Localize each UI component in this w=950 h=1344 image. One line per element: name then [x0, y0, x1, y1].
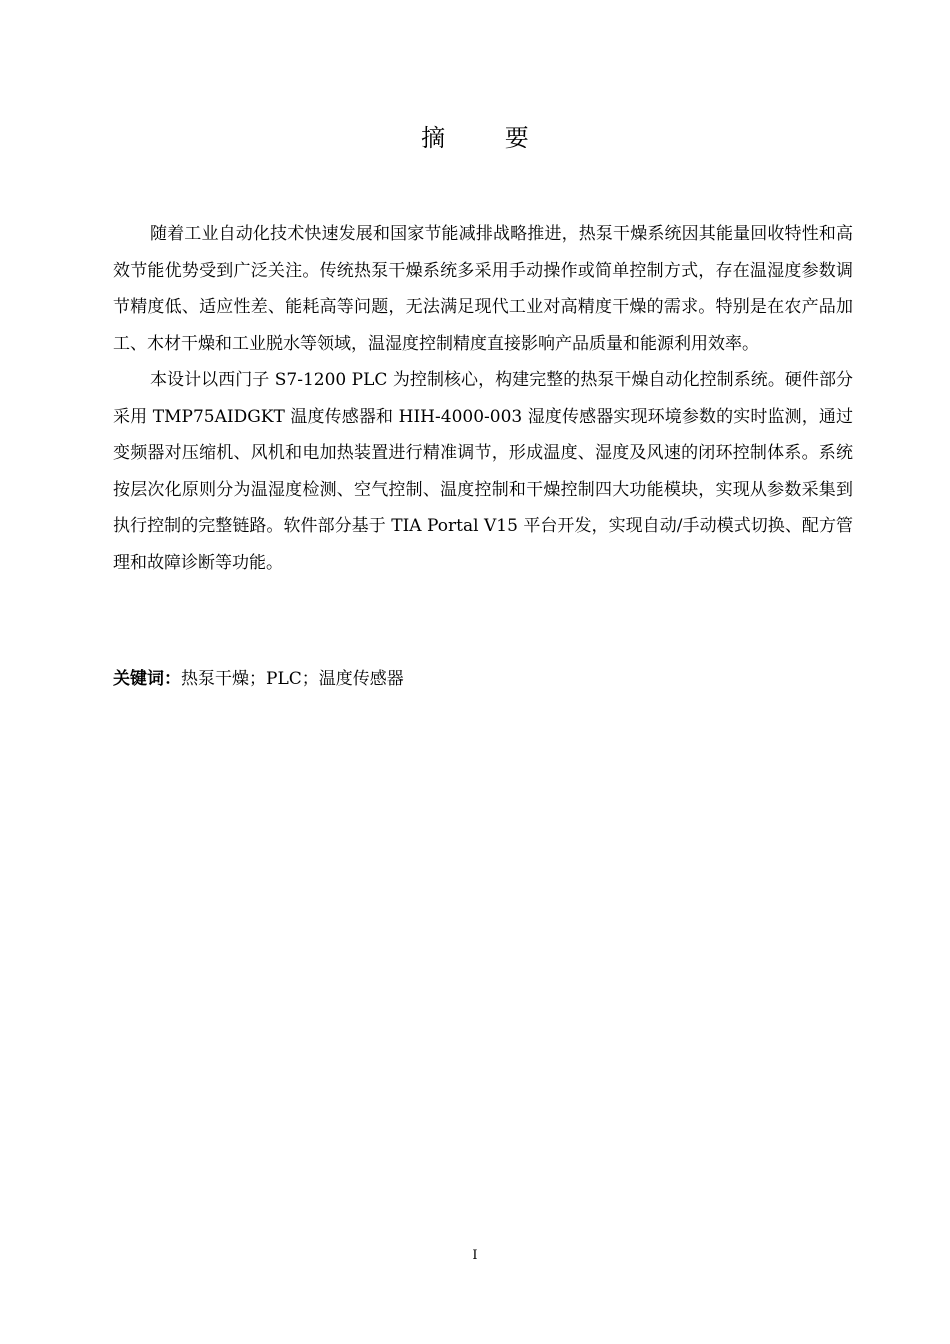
keywords-label: 关键词：: [113, 669, 181, 689]
keywords-text: 热泵干燥；PLC；温度传感器: [181, 669, 404, 689]
keywords-line: [113, 662, 853, 696]
abstract-paragraph-1: 随着工业自动化技术快速发展和国家节能减排战略推进，热泵干燥系统因其能量回收特性和高效节能优势受到广泛关注。传统热泵干燥系统多采用手动操作或简单控制方式，存在温湿度参数调节精度低、适应性差、能耗高等问题，无法满足现代工业对高精度干燥的需求。特别是在农产品加工、木材干燥和工业脱水等领域，温湿度控制精度直接影响产品质量和能源利用效率。: [113, 224, 853, 354]
page-number: I: [472, 1248, 478, 1263]
abstract-paragraph-2: 本设计以西门子 S7-1200 PLC 为控制核心，构建完整的热泵干燥自动化控制系统。硬件部分采用 TMP75AIDGKT 温度传感器和 HIH-4000-003 湿度传感器实现环境参数的实时监测，通过变频器对压缩机、风机和电加热装置进行精准调节，形成温度、湿度及风速的闭环控制体系。系统按层次化原则分为温湿度检测、空气控制、温度控制和干燥控制四大功能模块，实现从参数采集到执行控制的完整链路。软件部分基于 TIA Portal V15 平台开发，实现自动/手动模式切换、配方管理和故障诊断等功能。: [113, 370, 853, 573]
abstract-body: [113, 216, 853, 581]
abstract-title: 摘 要: [421, 124, 555, 152]
